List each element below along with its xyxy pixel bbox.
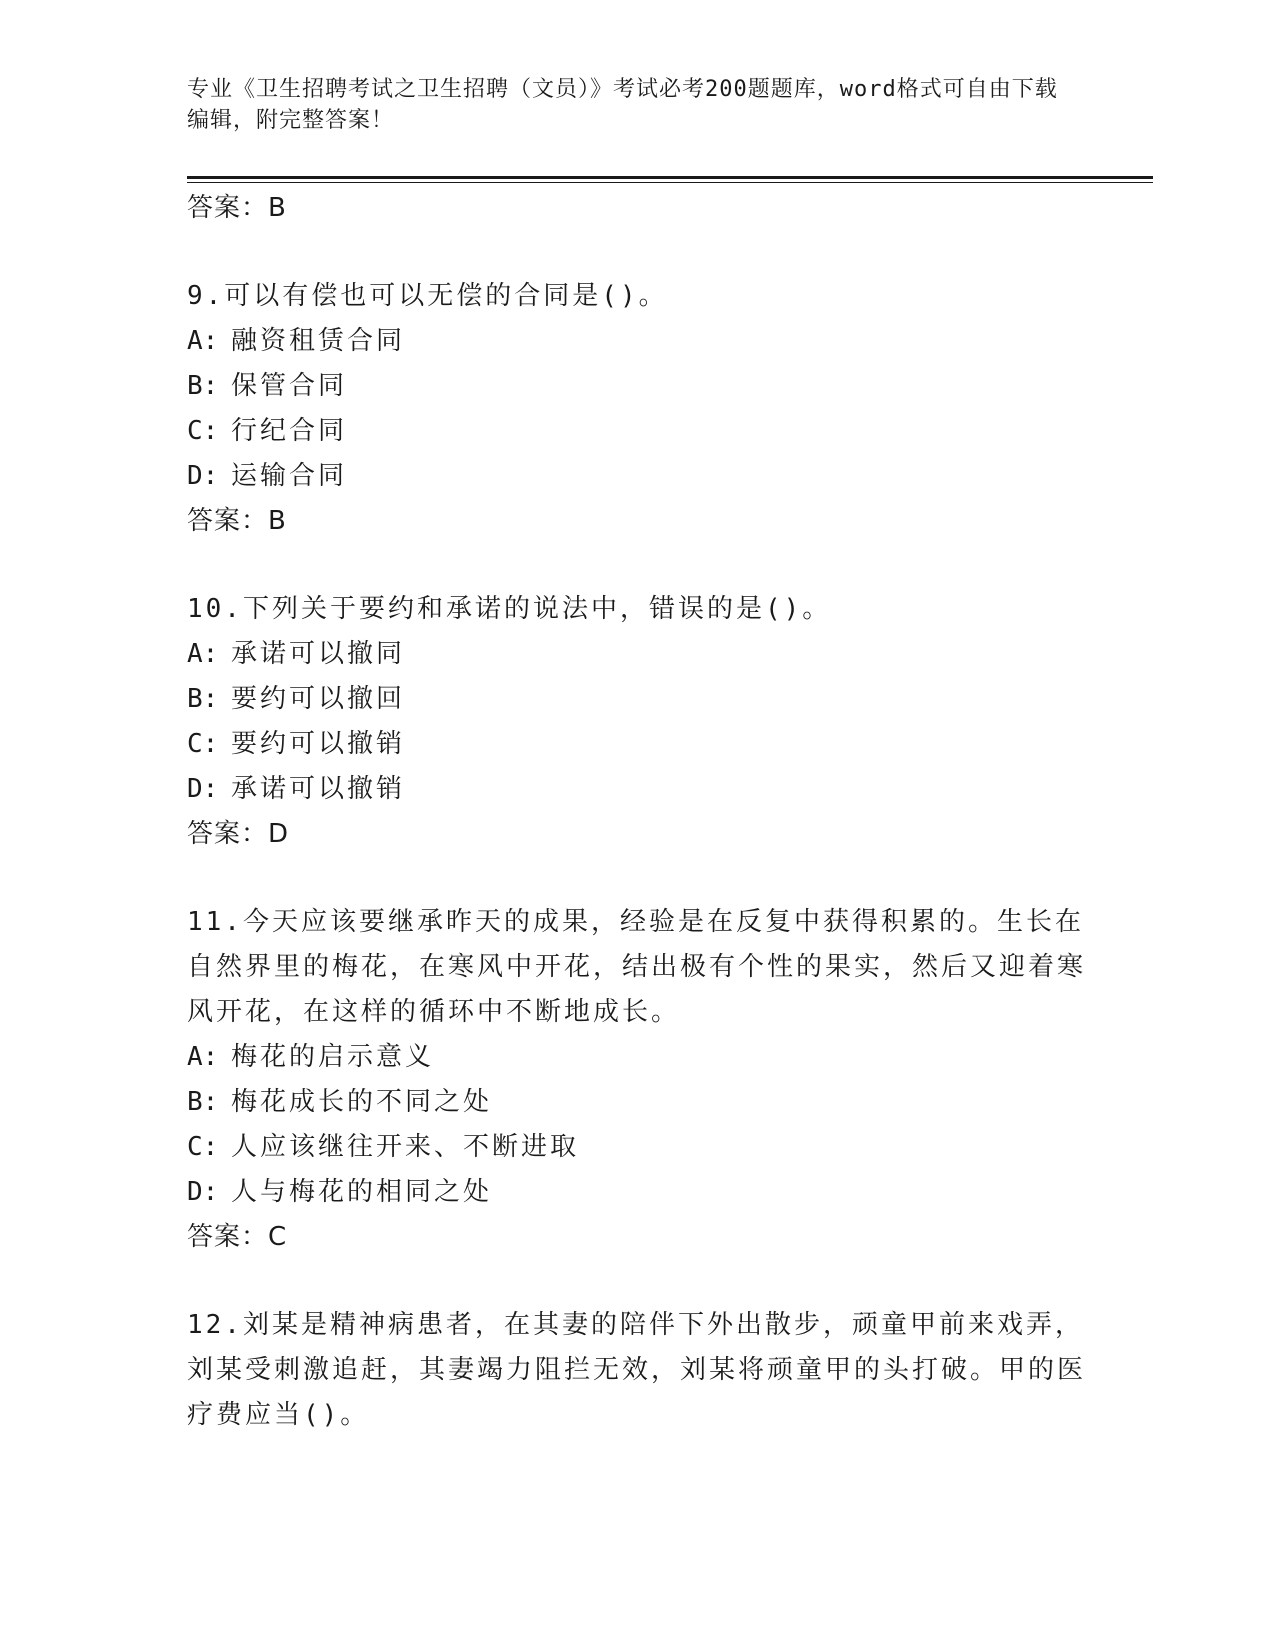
answer-line: 答案：B bbox=[187, 193, 287, 223]
option-a bbox=[187, 632, 1087, 677]
answer-line: 答案：C bbox=[187, 1222, 288, 1252]
option-b bbox=[187, 1080, 1087, 1125]
option-text: 运输合同 bbox=[231, 461, 348, 491]
question-12 bbox=[187, 1303, 1087, 1438]
question-9 bbox=[187, 274, 1087, 543]
option-b bbox=[187, 677, 1087, 722]
option-d bbox=[187, 1170, 1087, 1215]
question-11 bbox=[187, 900, 1087, 1259]
question-stem: 11.今天应该要继承昨天的成果，经验是在反复中获得积累的。生长在自然界里的梅花，在寒风中开花，结出极有个性的果实，然后又迎着寒风开花，在这样的循环中不断地成长。 bbox=[187, 907, 1087, 1027]
option-b bbox=[187, 364, 1087, 409]
option-a bbox=[187, 319, 1087, 364]
option-letter: B: bbox=[187, 1087, 219, 1117]
answer-line: 答案：D bbox=[187, 819, 290, 849]
option-letter: D: bbox=[187, 1177, 219, 1207]
option-letter: C: bbox=[187, 729, 219, 759]
option-c bbox=[187, 722, 1087, 767]
option-text: 承诺可以撤同 bbox=[231, 639, 406, 669]
option-text: 融资租赁合同 bbox=[231, 326, 406, 356]
option-text: 梅花成长的不同之处 bbox=[231, 1087, 493, 1117]
question-stem: 12.刘某是精神病患者，在其妻的陪伴下外出散步，顽童甲前来戏弄，刘某受刺激追赶，其妻竭力阻拦无效，刘某将顽童甲的头打破。甲的医疗费应当()。 bbox=[187, 1310, 1087, 1430]
question-10 bbox=[187, 587, 1087, 856]
option-text: 人与梅花的相同之处 bbox=[231, 1177, 493, 1207]
option-letter: C: bbox=[187, 416, 219, 446]
header-divider-thin bbox=[187, 182, 1153, 183]
option-text: 要约可以撤回 bbox=[231, 684, 406, 714]
option-d bbox=[187, 767, 1087, 812]
option-letter: B: bbox=[187, 371, 219, 401]
option-letter: C: bbox=[187, 1132, 219, 1162]
option-d bbox=[187, 454, 1087, 499]
header-divider-thick bbox=[187, 176, 1153, 179]
option-letter: A: bbox=[187, 326, 219, 356]
option-letter: A: bbox=[187, 639, 219, 669]
document-header: 专业《卫生招聘考试之卫生招聘（文员）》考试必考200题题库，word格式可自由下载编辑，附完整答案！ bbox=[187, 77, 1058, 133]
option-c bbox=[187, 409, 1087, 454]
option-text: 梅花的启示意义 bbox=[231, 1042, 435, 1072]
option-letter: D: bbox=[187, 461, 219, 491]
option-letter: D: bbox=[187, 774, 219, 804]
document-body bbox=[187, 186, 1087, 1438]
option-letter: A: bbox=[187, 1042, 219, 1072]
answer-line: 答案：B bbox=[187, 506, 287, 536]
option-text: 要约可以撤销 bbox=[231, 729, 406, 759]
option-text: 行纪合同 bbox=[231, 416, 348, 446]
option-letter: B: bbox=[187, 684, 219, 714]
option-c bbox=[187, 1125, 1087, 1170]
question-stem: 9.可以有偿也可以无偿的合同是()。 bbox=[187, 281, 668, 311]
question-stem: 10.下列关于要约和承诺的说法中，错误的是()。 bbox=[187, 594, 832, 624]
option-text: 承诺可以撤销 bbox=[231, 774, 406, 804]
option-a bbox=[187, 1035, 1087, 1080]
option-text: 保管合同 bbox=[231, 371, 348, 401]
option-text: 人应该继往开来、不断进取 bbox=[231, 1132, 580, 1162]
